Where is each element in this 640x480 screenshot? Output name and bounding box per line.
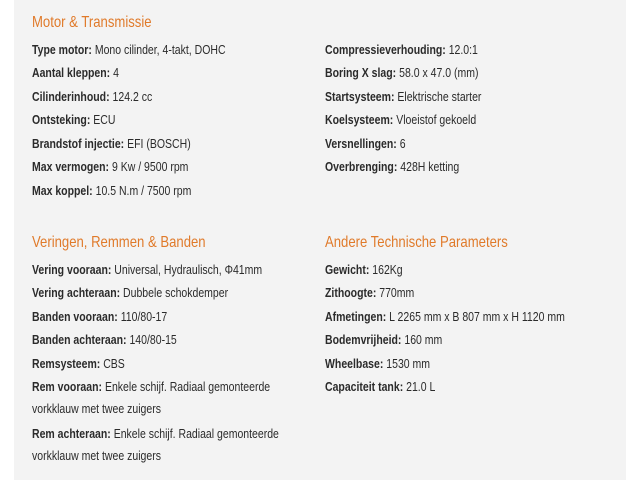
spec-label: Banden vooraan:: [32, 310, 118, 324]
spec-value: Enkele schijf. Radiaal gemonteerde vorkklauw met twee zuigers: [32, 380, 271, 416]
spec-label: Koelsysteem:: [325, 113, 394, 127]
spec-value: 124.2 cc: [112, 90, 153, 104]
spec-row: [325, 353, 430, 375]
section-title: Andere Technische Parameters: [325, 234, 508, 251]
spec-label: Brandstof injectie:: [32, 137, 125, 151]
spec-row: [32, 306, 167, 328]
spec-value: ECU: [93, 113, 116, 127]
spec-row: [32, 133, 191, 155]
spec-row: [32, 62, 119, 84]
spec-label: Ontsteking:: [32, 113, 91, 127]
spec-label: Zithoogte:: [325, 286, 377, 300]
spec-row: [32, 180, 191, 202]
spec-row: [325, 86, 481, 108]
spec-value: 140/80-15: [129, 333, 177, 347]
spec-value: 428H ketting: [400, 160, 460, 174]
spec-row: [325, 306, 565, 328]
spec-value: 162Kg: [372, 263, 403, 277]
spec-label: Boring X slag:: [325, 66, 397, 80]
spec-value: 770mm: [379, 286, 415, 300]
spec-value: Universal, Hydraulisch, Φ41mm: [114, 263, 263, 277]
spec-value: 9 Kw / 9500 rpm: [111, 160, 189, 174]
spec-row: [32, 109, 115, 131]
spec-value: Mono cilinder, 4-takt, DOHC: [94, 43, 226, 57]
spec-label: Capaciteit tank:: [325, 380, 404, 394]
spec-row: [32, 282, 228, 304]
spec-row: [32, 156, 188, 178]
spec-value: 4: [113, 66, 119, 80]
spec-value: Enkele schijf. Radiaal gemonteerde vorkklauw met twee zuigers: [32, 427, 279, 463]
spec-value: 6: [399, 137, 406, 151]
spec-row: [325, 39, 478, 61]
spec-row: [325, 282, 414, 304]
spec-label: Bodemvrijheid:: [325, 333, 402, 347]
spec-row: [32, 376, 301, 420]
spec-label: Wheelbase:: [325, 357, 384, 371]
spec-label: Afmetingen:: [325, 310, 387, 324]
spec-label: Gewicht:: [325, 263, 370, 277]
spec-value: CBS: [103, 357, 125, 371]
spec-row: [325, 376, 435, 398]
section-title: Motor & Transmissie: [32, 14, 152, 31]
spec-value: Dubbele schokdemper: [123, 286, 229, 300]
spec-label: Rem vooraan:: [32, 380, 103, 394]
spec-label: Compressieverhouding:: [325, 43, 446, 57]
spec-row: [32, 353, 125, 375]
spec-row: [325, 259, 403, 281]
spec-label: Cilinderinhoud:: [32, 90, 110, 104]
spec-row: [32, 39, 226, 61]
spec-label: Vering achteraan:: [32, 286, 121, 300]
spec-row: [32, 259, 262, 281]
spec-value: 10.5 N.m / 7500 rpm: [95, 184, 192, 198]
spec-label: Max koppel:: [32, 184, 93, 198]
spec-row: [325, 156, 459, 178]
spec-value: L 2265 mm x B 807 mm x H 1120 mm: [389, 310, 565, 324]
spec-row: [325, 133, 406, 155]
spec-label: Startsysteem:: [325, 90, 395, 104]
spec-row: [32, 423, 301, 467]
spec-row: [325, 109, 476, 131]
spec-label: Overbrenging:: [325, 160, 398, 174]
spec-label: Vering vooraan:: [32, 263, 112, 277]
spec-row: [325, 62, 478, 84]
spec-value: EFI (BOSCH): [127, 137, 191, 151]
specs-card: [14, 0, 626, 480]
spec-value: 21.0 L: [406, 380, 436, 394]
spec-label: Aantal kleppen:: [32, 66, 111, 80]
spec-label: Type motor:: [32, 43, 92, 57]
spec-value: 12.0:1: [448, 43, 478, 57]
spec-label: Banden achteraan:: [32, 333, 127, 347]
spec-label: Max vermogen:: [32, 160, 110, 174]
spec-value: Elektrische starter: [397, 90, 482, 104]
spec-value: 110/80-17: [120, 310, 168, 324]
spec-value: Vloeistof gekoeld: [396, 113, 477, 127]
spec-label: Versnellingen:: [325, 137, 397, 151]
spec-value: 58.0 x 47.0 (mm): [399, 66, 479, 80]
spec-row: [32, 86, 152, 108]
spec-value: 160 mm: [404, 333, 443, 347]
spec-value: 1530 mm: [386, 357, 431, 371]
spec-row: [32, 329, 177, 351]
spec-label: Remsysteem:: [32, 357, 101, 371]
spec-label: Rem achteraan:: [32, 427, 111, 441]
spec-row: [325, 329, 442, 351]
section-title: Veringen, Remmen & Banden: [32, 234, 206, 251]
